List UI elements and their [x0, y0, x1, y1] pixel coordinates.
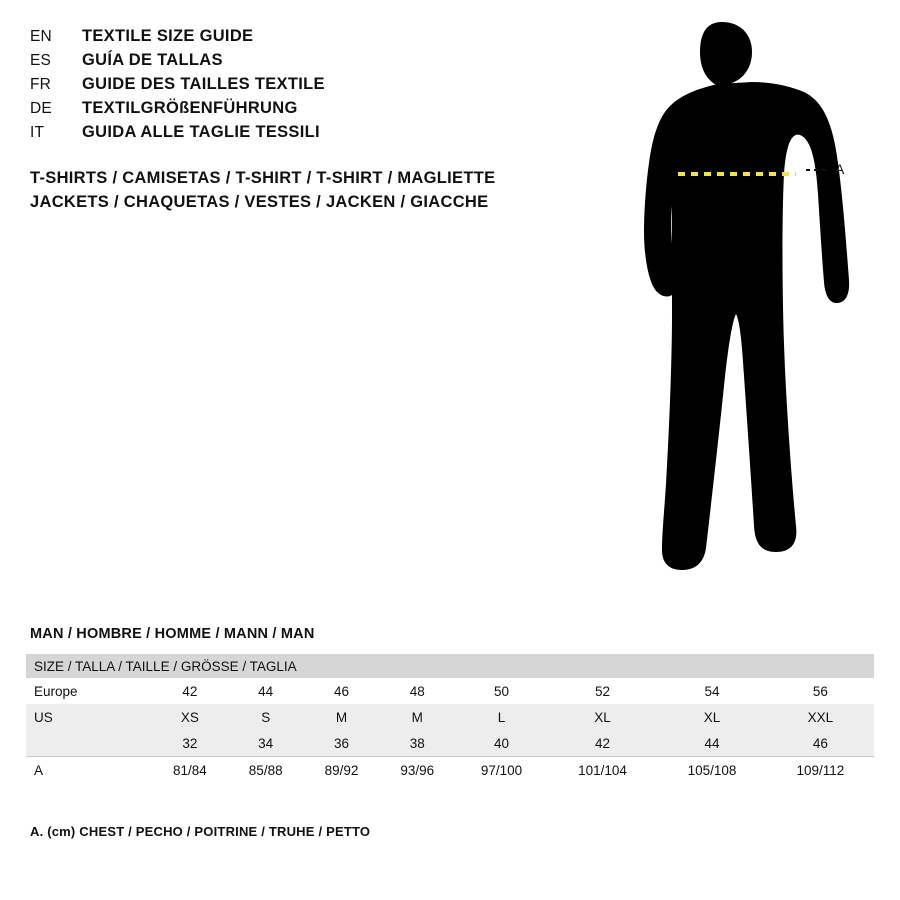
language-title-es: GUÍA DE TALLAS — [82, 51, 223, 69]
language-code-fr: FR — [30, 76, 52, 93]
table-row-us-numeric — [26, 730, 874, 757]
language-row-it — [30, 120, 590, 144]
cell-usnum-1: 32 — [152, 730, 228, 757]
cell-us-5: L — [455, 704, 548, 730]
cell-europe-6: 52 — [548, 678, 657, 704]
size-table — [26, 654, 874, 783]
cell-usnum-4: 38 — [379, 730, 455, 757]
cell-a-5: 97/100 — [455, 757, 548, 784]
cell-us-8: XXL — [767, 704, 874, 730]
language-code-es: ES — [30, 52, 52, 69]
cell-a-8: 109/112 — [767, 757, 874, 784]
cell-a-3: 89/92 — [304, 757, 380, 784]
cell-europe-3: 46 — [304, 678, 380, 704]
callout-leader-line — [806, 169, 830, 171]
cell-a-7: 105/108 — [657, 757, 766, 784]
cell-europe-4: 48 — [379, 678, 455, 704]
language-row-fr — [30, 72, 590, 96]
footer-measurement-note: A. (cm) CHEST / PECHO / POITRINE / TRUHE / PETTO — [30, 824, 371, 839]
language-row-en — [30, 24, 590, 48]
cell-us-6: XL — [548, 704, 657, 730]
cell-us-3: M — [304, 704, 380, 730]
table-header-label: SIZE / TALLA / TAILLE / GRÖSSE / TAGLIA — [26, 654, 874, 678]
row-label-us-numeric — [26, 730, 152, 757]
language-code-en: EN — [30, 28, 52, 45]
garment-line-tshirts: T-SHIRTS / CAMISETAS / T-SHIRT / T-SHIRT / MAGLIETTE — [30, 169, 496, 187]
language-row-es — [30, 48, 590, 72]
table-header-row — [26, 654, 874, 678]
language-title-en: TEXTILE SIZE GUIDE — [82, 27, 254, 45]
row-label-us: US — [26, 704, 152, 730]
cell-europe-5: 50 — [455, 678, 548, 704]
language-row-de — [30, 96, 590, 120]
language-title-it: GUIDA ALLE TAGLIE TESSILI — [82, 123, 320, 141]
cell-usnum-7: 44 — [657, 730, 766, 757]
cell-a-4: 93/96 — [379, 757, 455, 784]
cell-europe-7: 54 — [657, 678, 766, 704]
language-title-de: TEXTILGRÖßENFÜHRUNG — [82, 99, 298, 117]
language-code-it: IT — [30, 124, 45, 141]
cell-a-1: 81/84 — [152, 757, 228, 784]
garment-category-block — [30, 166, 590, 214]
cell-us-1: XS — [152, 704, 228, 730]
male-silhouette-icon — [600, 14, 890, 614]
cell-usnum-3: 36 — [304, 730, 380, 757]
cell-us-4: M — [379, 704, 455, 730]
cell-usnum-6: 42 — [548, 730, 657, 757]
garment-line-jackets: JACKETS / CHAQUETAS / VESTES / JACKEN / GIACCHE — [30, 193, 489, 211]
cell-usnum-2: 34 — [228, 730, 304, 757]
table-row-europe — [26, 678, 874, 704]
cell-us-2: S — [228, 704, 304, 730]
cell-europe-2: 44 — [228, 678, 304, 704]
cell-a-2: 85/88 — [228, 757, 304, 784]
cell-usnum-8: 46 — [767, 730, 874, 757]
table-row-chest-a — [26, 757, 874, 784]
cell-usnum-5: 40 — [455, 730, 548, 757]
language-code-de: DE — [30, 100, 52, 117]
row-label-europe: Europe — [26, 678, 152, 704]
cell-europe-8: 56 — [767, 678, 874, 704]
table-caption-man: MAN / HOMBRE / HOMME / MANN / MAN — [30, 626, 315, 642]
cell-europe-1: 42 — [152, 678, 228, 704]
row-label-a: A — [26, 757, 152, 784]
language-title-fr: GUIDE DES TAILLES TEXTILE — [82, 75, 325, 93]
cell-us-7: XL — [657, 704, 766, 730]
body-silhouette-figure — [600, 14, 890, 614]
table-row-us — [26, 704, 874, 730]
language-title-block — [30, 24, 590, 144]
cell-a-6: 101/104 — [548, 757, 657, 784]
callout-label-a: A — [835, 161, 845, 177]
